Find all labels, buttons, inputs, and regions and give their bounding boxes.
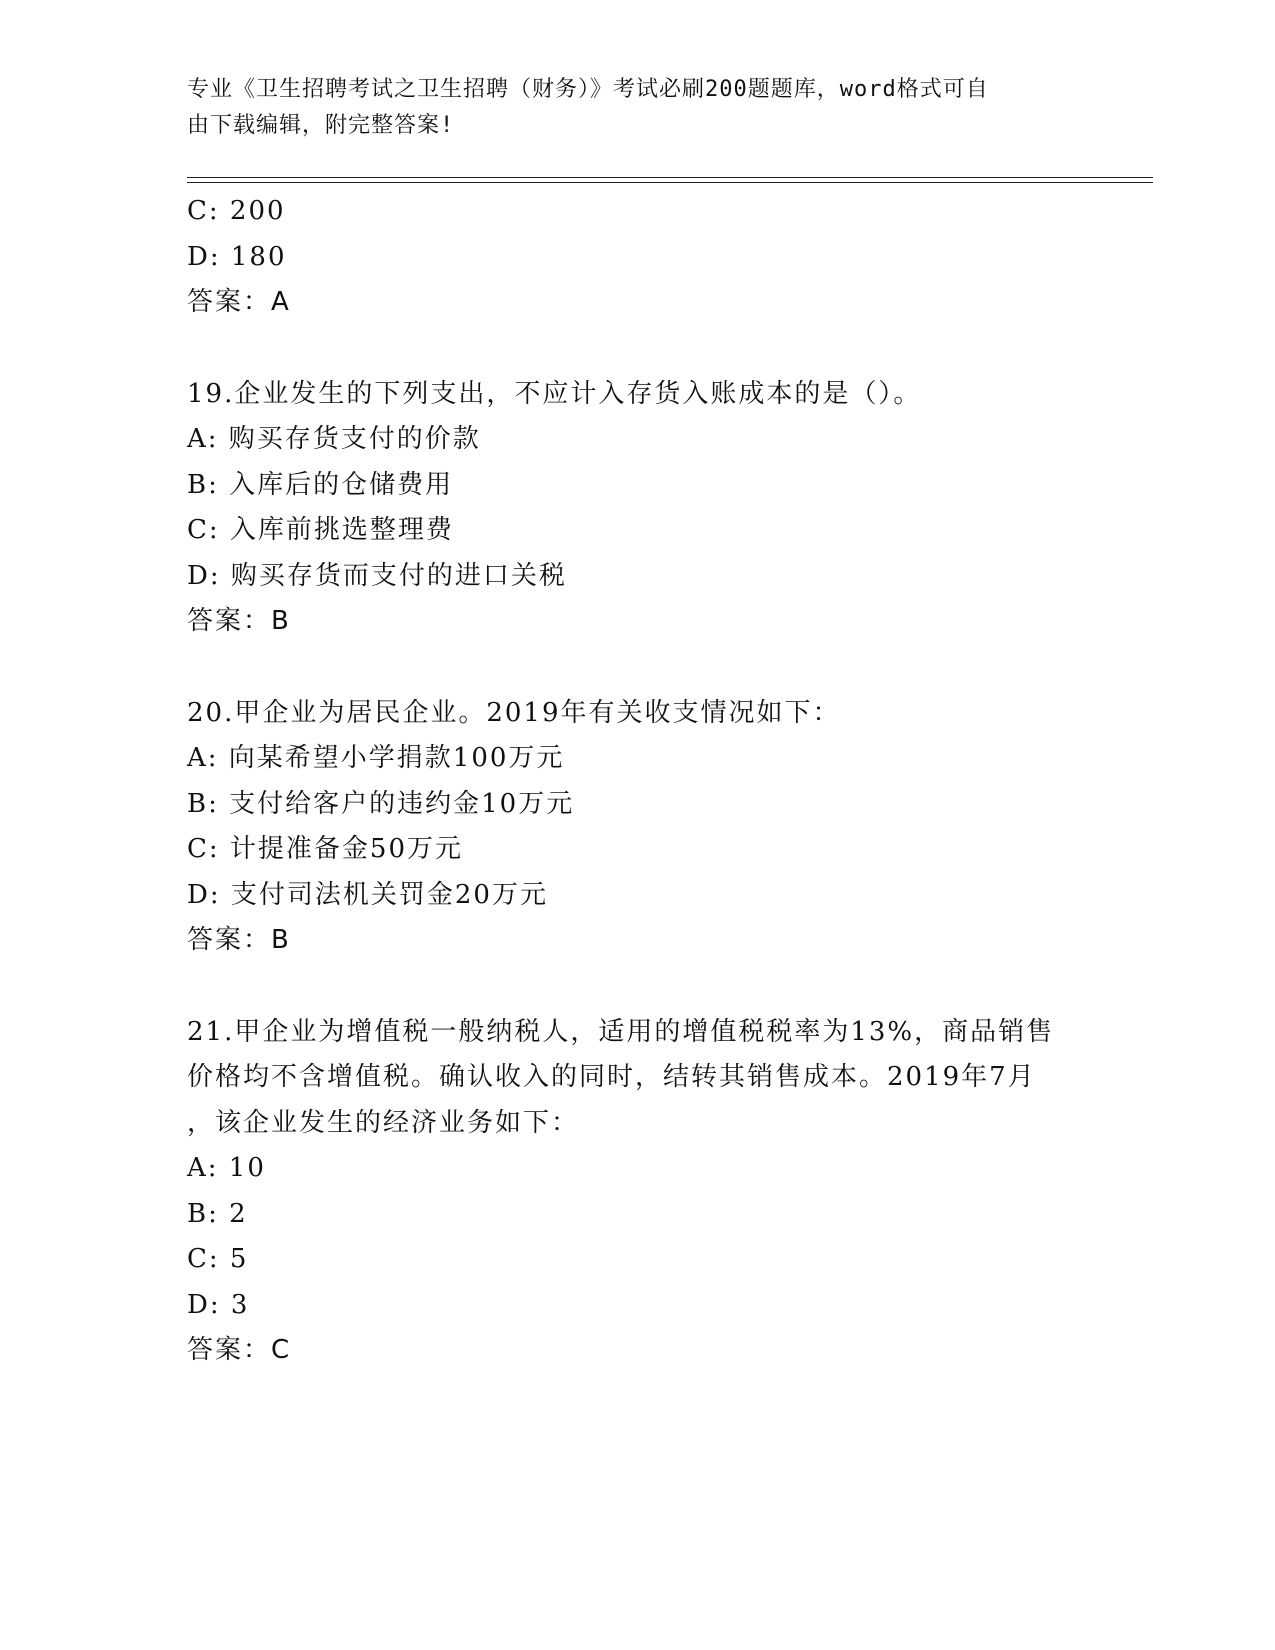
option-a: A: 向某希望小学捐款100万元 xyxy=(187,743,565,773)
question-block-20 xyxy=(187,691,1067,964)
option-c: C: 200 xyxy=(187,196,286,226)
option-d: D: 购买存货而支付的进口关税 xyxy=(187,560,567,591)
question-spacer xyxy=(187,645,1067,691)
question-text-line-1: 21.甲企业为增值税一般纳税人，适用的增值税税率为13%，商品销售 xyxy=(187,1016,1055,1047)
question-list xyxy=(187,189,1067,1374)
option-a: A: 购买存货支付的价款 xyxy=(187,424,481,454)
question-text-line-3: ，该企业发生的经济业务如下： xyxy=(187,1107,580,1138)
option-d: D: 支付司法机关罚金20万元 xyxy=(187,879,548,910)
answer-line: 答案：B xyxy=(187,606,291,636)
header-divider-bottom xyxy=(187,182,1153,183)
question-text: 19.企业发生的下列支出，不应计入存货入账成本的是（）。 xyxy=(187,378,922,409)
question-text: 20.甲企业为居民企业。2019年有关收支情况如下： xyxy=(187,697,841,728)
option-b: B: 支付给客户的违约金10万元 xyxy=(187,788,575,819)
option-a: A: 10 xyxy=(187,1153,266,1183)
question-spacer xyxy=(187,964,1067,1010)
header-divider-top xyxy=(187,177,1153,178)
question-spacer xyxy=(187,326,1067,372)
option-b: B: 2 xyxy=(187,1198,248,1229)
answer-line: 答案：A xyxy=(187,287,291,317)
header-line-1: 专业《卫生招聘考试之卫生招聘（财务）》考试必刷200题题库，word格式可自 xyxy=(187,77,989,102)
option-d: D: 180 xyxy=(187,241,287,272)
option-c: C: 5 xyxy=(187,1244,249,1274)
answer-line: 答案：B xyxy=(187,925,291,955)
document-header xyxy=(187,72,1067,144)
question-block-18 xyxy=(187,189,1067,326)
option-c: C: 计提准备金50万元 xyxy=(187,834,464,864)
option-d: D: 3 xyxy=(187,1289,250,1320)
question-text-line-2: 价格均不含增值税。确认收入的同时，结转其销售成本。2019年7月 xyxy=(187,1062,1036,1092)
answer-line: 答案：C xyxy=(187,1335,292,1365)
option-c: C: 入库前挑选整理费 xyxy=(187,515,454,545)
question-block-19 xyxy=(187,372,1067,645)
option-b: B: 入库后的仓储费用 xyxy=(187,469,454,500)
question-block-21 xyxy=(187,1010,1067,1374)
header-line-2: 由下载编辑，附完整答案! xyxy=(187,113,455,138)
